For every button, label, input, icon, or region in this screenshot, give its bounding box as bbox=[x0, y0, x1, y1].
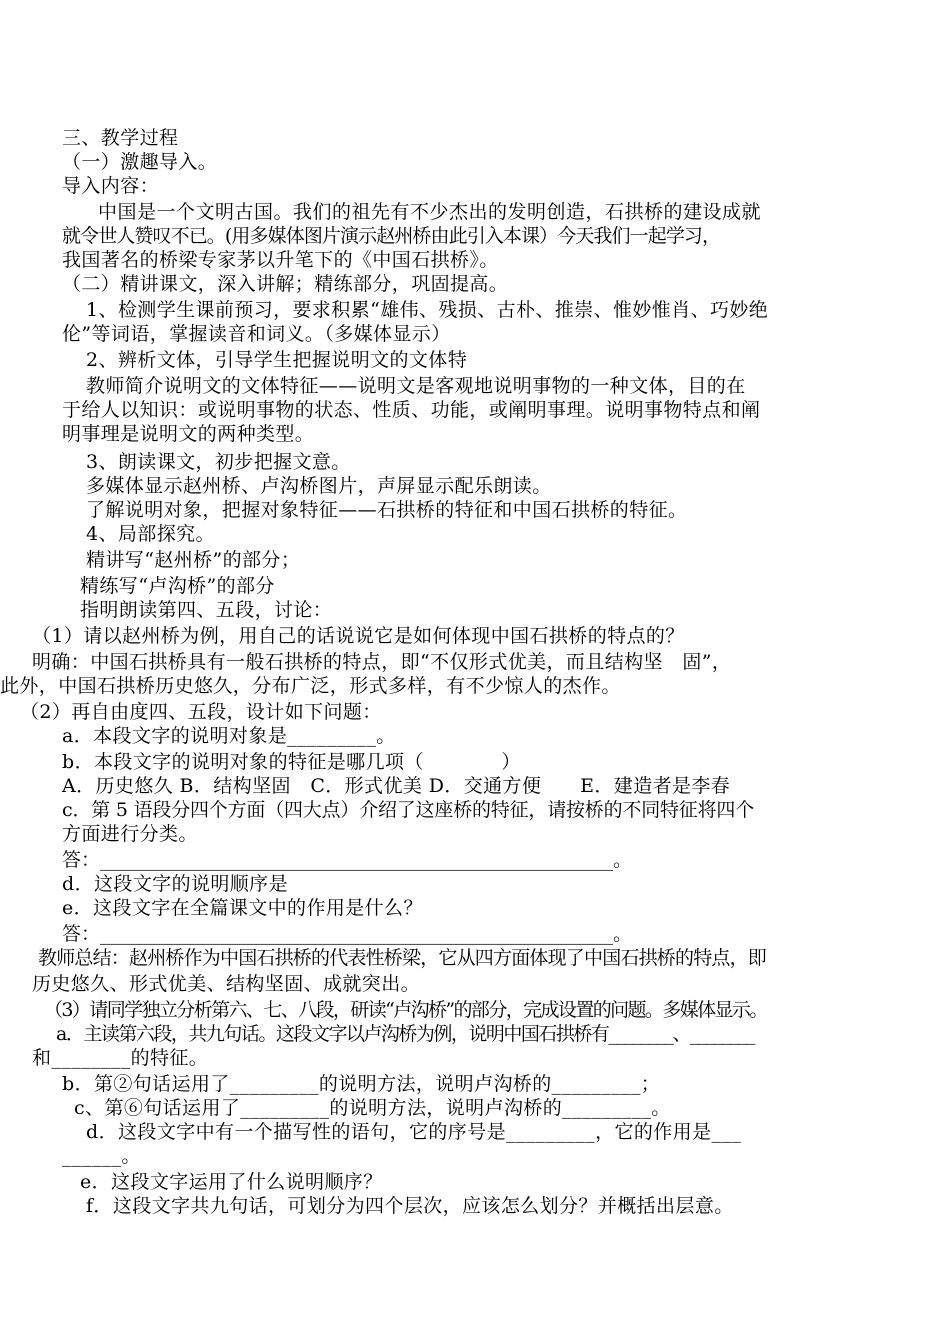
subsection-heading: （二）精讲课文，深入讲解；精练部分，巩固提高。 bbox=[62, 273, 509, 295]
question-line: f．这段文字共九句话，可划分为四个层次，应该怎么划分？并概括出层意。 bbox=[86, 1195, 734, 1217]
text-line: 精讲写“赵州桥”的部分； bbox=[86, 549, 301, 571]
text-line: 就令世人赞叹不已。(用多媒体图片演示赵州桥由此引入本课）今天我们一起学习， bbox=[62, 225, 721, 247]
text-line: 精练写“卢沟桥”的部分 bbox=[80, 575, 275, 597]
options-line: A．历史悠久 B．结构坚固 C．形式优美 D．交通方便 E．建造者是李春 bbox=[62, 775, 731, 797]
question-line: c、第⑥句话运用了_________的说明方法，说明卢沟桥的_________。 bbox=[74, 1097, 671, 1119]
text-line: 明事理是说明文的两种类型。 bbox=[62, 423, 315, 445]
question-line: c．第 5 语段分四个方面（四大点）介绍了这座桥的特征，请按桥的不同特征将四个 bbox=[62, 799, 755, 821]
text-line: 我国著名的桥梁专家茅以升笔下的《中国石拱桥》。 bbox=[62, 249, 499, 271]
text-line: 了解说明对象，把握对象特征——石拱桥的特征和中国石拱桥的特征。 bbox=[86, 499, 688, 521]
question-line: （1）请以赵州桥为例，用自己的话说说它是如何体现中国石拱桥的特点的？ bbox=[32, 625, 685, 647]
question-line: （3）请同学独立分析第六、七、八段，研读“卢沟桥”的部分，完成设置的问题。多媒体显示。 bbox=[44, 999, 767, 1021]
question-line: d．这段文字的说明顺序是 bbox=[62, 873, 288, 895]
question-line: b．第②句话运用了_________的说明方法，说明卢沟桥的_________； bbox=[62, 1073, 661, 1095]
text-line: 明确：中国石拱桥具有一般石拱桥的特点，即“不仅形式优美，而且结构坚 固”， bbox=[32, 651, 732, 673]
text-line: 2、辨析文体，引导学生把握说明文的文体特 bbox=[86, 349, 468, 371]
text-line: 教师简介说明文的文体特征——说明文是客观地说明事物的一种文体，目的在 bbox=[86, 375, 746, 397]
text-line: 历史悠久、形式优美、结构坚固、成就突出。 bbox=[32, 973, 421, 995]
section-heading: 三、教学过程 bbox=[62, 127, 179, 149]
text-line: 教师总结：赵州桥作为中国石拱桥的代表性桥梁，它从四方面体现了中国石拱桥的特点，即 bbox=[38, 947, 767, 969]
question-line: a．本段文字的说明对象是_________。 bbox=[62, 725, 396, 747]
text-line: 于给人以知识：或说明事物的状态、性质、功能，或阐明事理。说明事物特点和阐 bbox=[62, 399, 761, 421]
text-line: ______。 bbox=[62, 1145, 141, 1167]
subsection-heading: （一）激趣导入。 bbox=[62, 151, 218, 173]
text-line: 伦”等词语，掌握读音和词义。（多媒体显示） bbox=[62, 323, 451, 345]
text-line: 指明朗读第四、五段，讨论： bbox=[80, 599, 333, 621]
answer-line: 答：______________________________________________________。 bbox=[62, 923, 633, 945]
question-line: d．这段文字中有一个描写性的语句，它的序号是_________，它的作用是___ bbox=[86, 1121, 742, 1143]
text-line: 此外，中国石拱桥历史悠久，分布广泛，形式多样，有不少惊人的杰作。 bbox=[0, 675, 621, 697]
question-line: b．本段文字的说明对象的特征是哪几项（ ） bbox=[62, 751, 521, 773]
text-line: 4、局部探究。 bbox=[86, 523, 215, 545]
question-line: e．这段文字运用了什么说明顺序？ bbox=[80, 1171, 383, 1193]
text-line: 导入内容： bbox=[62, 175, 160, 197]
text-line: 1、检测学生课前预习，要求积累“雄伟、残损、古朴、推崇、惟妙惟肖、巧妙绝 bbox=[86, 299, 769, 321]
answer-line: 答：______________________________________________________。 bbox=[62, 849, 633, 871]
text-line: 多媒体显示赵州桥、卢沟桥图片，声屏显示配乐朗读。 bbox=[86, 475, 552, 497]
question-line: a．主读第六段，共九句话。这段文字以卢沟桥为例，说明中国石拱桥有________、________ bbox=[56, 1023, 754, 1045]
question-line: e．这段文字在全篇课文中的作用是什么？ bbox=[62, 897, 423, 919]
question-line: （2）再自由度四、五段，设计如下问题： bbox=[20, 701, 382, 723]
text-line: 方面进行分类。 bbox=[62, 823, 198, 845]
text-line: 3、朗读课文，初步把握文意。 bbox=[86, 451, 351, 473]
text-line: 和________的特征。 bbox=[32, 1047, 209, 1069]
text-line: 中国是一个文明古国。我们的祖先有不少杰出的发明创造，石拱桥的建设成就 bbox=[98, 201, 762, 223]
